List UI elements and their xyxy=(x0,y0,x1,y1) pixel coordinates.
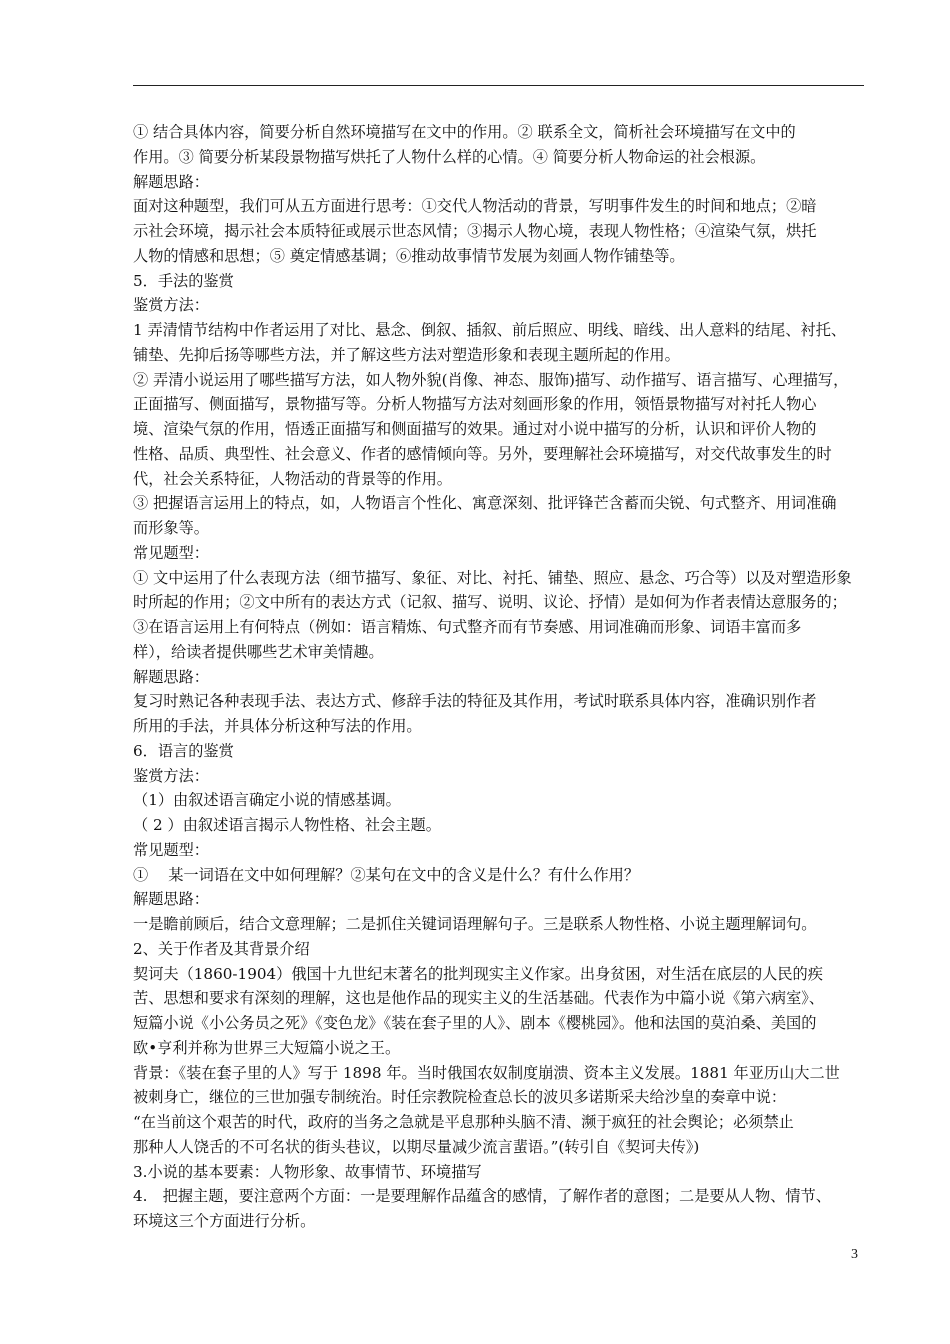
text-line: 苦、思想和要求有深刻的理解，这也是他作品的现实主义的生活基础。代表作为中篇小说《第六病室》、 xyxy=(133,989,825,1008)
text-line: 所用的手法，并具体分析这种写法的作用。 xyxy=(133,717,422,735)
text-line: 鉴赏方法： xyxy=(133,296,209,315)
text-line: 鉴赏方法： xyxy=(133,766,209,785)
text-line: 那种人人饶舌的不可名状的街头巷议，以期尽量减少流言蜚语。”(转引自《契诃夫传》) xyxy=(133,1137,700,1156)
text-line: 常见题型： xyxy=(133,840,209,859)
text-line: 6．语言的鉴赏 xyxy=(133,741,234,760)
text-line: 欧•亨利并称为世界三大短篇小说之王。 xyxy=(133,1038,401,1057)
text-line: 2、关于作者及其背景介绍 xyxy=(133,939,310,958)
text-line: 短篇小说《小公务员之死》《变色龙》《装在套子里的人》、剧本《樱桃园》。他和法国的莫泊桑、美国的 xyxy=(133,1014,817,1032)
text-line: 解题思路： xyxy=(133,172,209,191)
text-line: ① 结合具体内容，简要分析自然环境描写在文中的作用。② 联系全文，简析社会环境描写在文中的 xyxy=(133,123,796,141)
text-line: （1）由叙述语言确定小说的情感基调。 xyxy=(133,791,401,810)
text-line: 4. 把握主题，要注意两个方面：一是要理解作品蕴含的感情，了解作者的意图；二是要从人物、情节、 xyxy=(133,1187,831,1206)
text-line: 作用。③ 简要分析某段景物描写烘托了人物什么样的心情。④ 简要分析人物命运的社会根源。 xyxy=(133,147,766,166)
text-line: ③在语言运用上有何特点（例如：语言精炼、句式整齐而有节奏感、用词准确而形象、词语丰富而多 xyxy=(133,618,802,636)
text-line: 3.小说的基本要素：人物形象、故事情节、环境描写 xyxy=(133,1162,482,1181)
text-line: 契诃夫（1860-1904）俄国十九世纪末著名的批判现实主义作家。出身贫困，对生活在底层的人民的疾 xyxy=(133,964,823,983)
text-line: 被刺身亡，继位的三世加强专制统治。时任宗教院检查总长的波贝多诺斯采夫给沙皇的奏章中说： xyxy=(133,1088,787,1107)
header-rule xyxy=(133,85,864,86)
text-line: 正面描写、侧面描写，景物描写等。分析人物描写方法对刻画形象的作用，领悟景物描写对衬托人物心 xyxy=(133,395,817,414)
text-line: ① 某一词语在文中如何理解？②某句在文中的含义是什么？有什么作用？ xyxy=(133,865,640,884)
text-line: 铺垫、先抑后扬等哪些方法，并了解这些方法对塑造形象和表现主题所起的作用。 xyxy=(133,345,680,364)
text-line: 境、渲染气氛的作用，悟透正面描写和侧面描写的效果。通过对小说中描写的分析，认识和评价人物的 xyxy=(133,420,817,438)
text-line: 复习时熟记各种表现手法、表达方式、修辞手法的特征及其作用，考试时联系具体内容，准确识别作者 xyxy=(133,692,817,711)
text-line: 解题思路： xyxy=(133,667,209,686)
text-line: （ 2 ）由叙述语言揭示人物性格、社会主题。 xyxy=(133,816,441,834)
document-body xyxy=(133,120,865,1234)
text-line: 示社会环境，揭示社会本质特征或展示世态风情；③揭示人物心境，表现人物性格；④渲染气氛，烘托 xyxy=(133,222,817,240)
text-line: ① 文中运用了什么表现方法（细节描写、象征、对比、衬托、铺垫、照应、悬念、巧合等）以及对塑造形象 xyxy=(133,568,852,587)
text-line: ③ 把握语言运用上的特点，如，人物语言个性化、寓意深刻、批评锋芒含蓄而尖锐、句式整齐、用词准确 xyxy=(133,494,837,513)
text-line: 背景：《装在套子里的人》写于 1898 年。当时俄国农奴制度崩溃、资本主义发展。1881 年亚历山大二世 xyxy=(133,1063,840,1082)
text-line: 环境这三个方面进行分析。 xyxy=(133,1212,316,1230)
text-line: 常见题型： xyxy=(133,543,209,562)
page-number: 3 xyxy=(851,1247,858,1262)
text-line: 1 弄清情节结构中作者运用了对比、悬念、倒叙、插叙、前后照应、明线、暗线、出人意料的结尾、衬托、 xyxy=(133,321,847,339)
text-line: 性格、品质、典型性、社会意义、作者的感情倾向等。另外，要理解社会环境描写，对交代故事发生的时 xyxy=(133,444,832,463)
text-line: 一是瞻前顾后，结合文意理解；二是抓住关键词语理解句子。三是联系人物性格、小说主题理解词句。 xyxy=(133,915,817,933)
text-line: 样），给读者提供哪些艺术审美情趣。 xyxy=(133,642,384,661)
text-line: “在当前这个艰苦的时代，政府的当务之急就是平息那种头脑不清、濒于疯狂的社会舆论；必须禁止 xyxy=(133,1113,794,1131)
text-line: 面对这种题型，我们可从五方面进行思考：①交代人物活动的背景，写明事件发生的时间和地点；②暗 xyxy=(133,197,817,216)
text-line: ② 弄清小说运用了哪些描写方法，如人物外貌(肖像、神态、服饰)描写、动作描写、语言描写、心理描写， xyxy=(133,370,849,389)
text-line: 人物的情感和思想；⑤ 奠定情感基调；⑥推动故事情节发展为刻画人物作铺垫等。 xyxy=(133,246,685,265)
text-line: 5．手法的鉴赏 xyxy=(133,271,234,290)
text-line: 解题思路： xyxy=(133,890,209,909)
text-line: 时所起的作用；②文中所有的表达方式（记叙、描写、说明、议论、抒情）是如何为作者表情达意服务的； xyxy=(133,593,847,612)
text-line: 而形象等。 xyxy=(133,519,209,537)
text-line: 代，社会关系特征，人物活动的背景等的作用。 xyxy=(133,469,452,488)
